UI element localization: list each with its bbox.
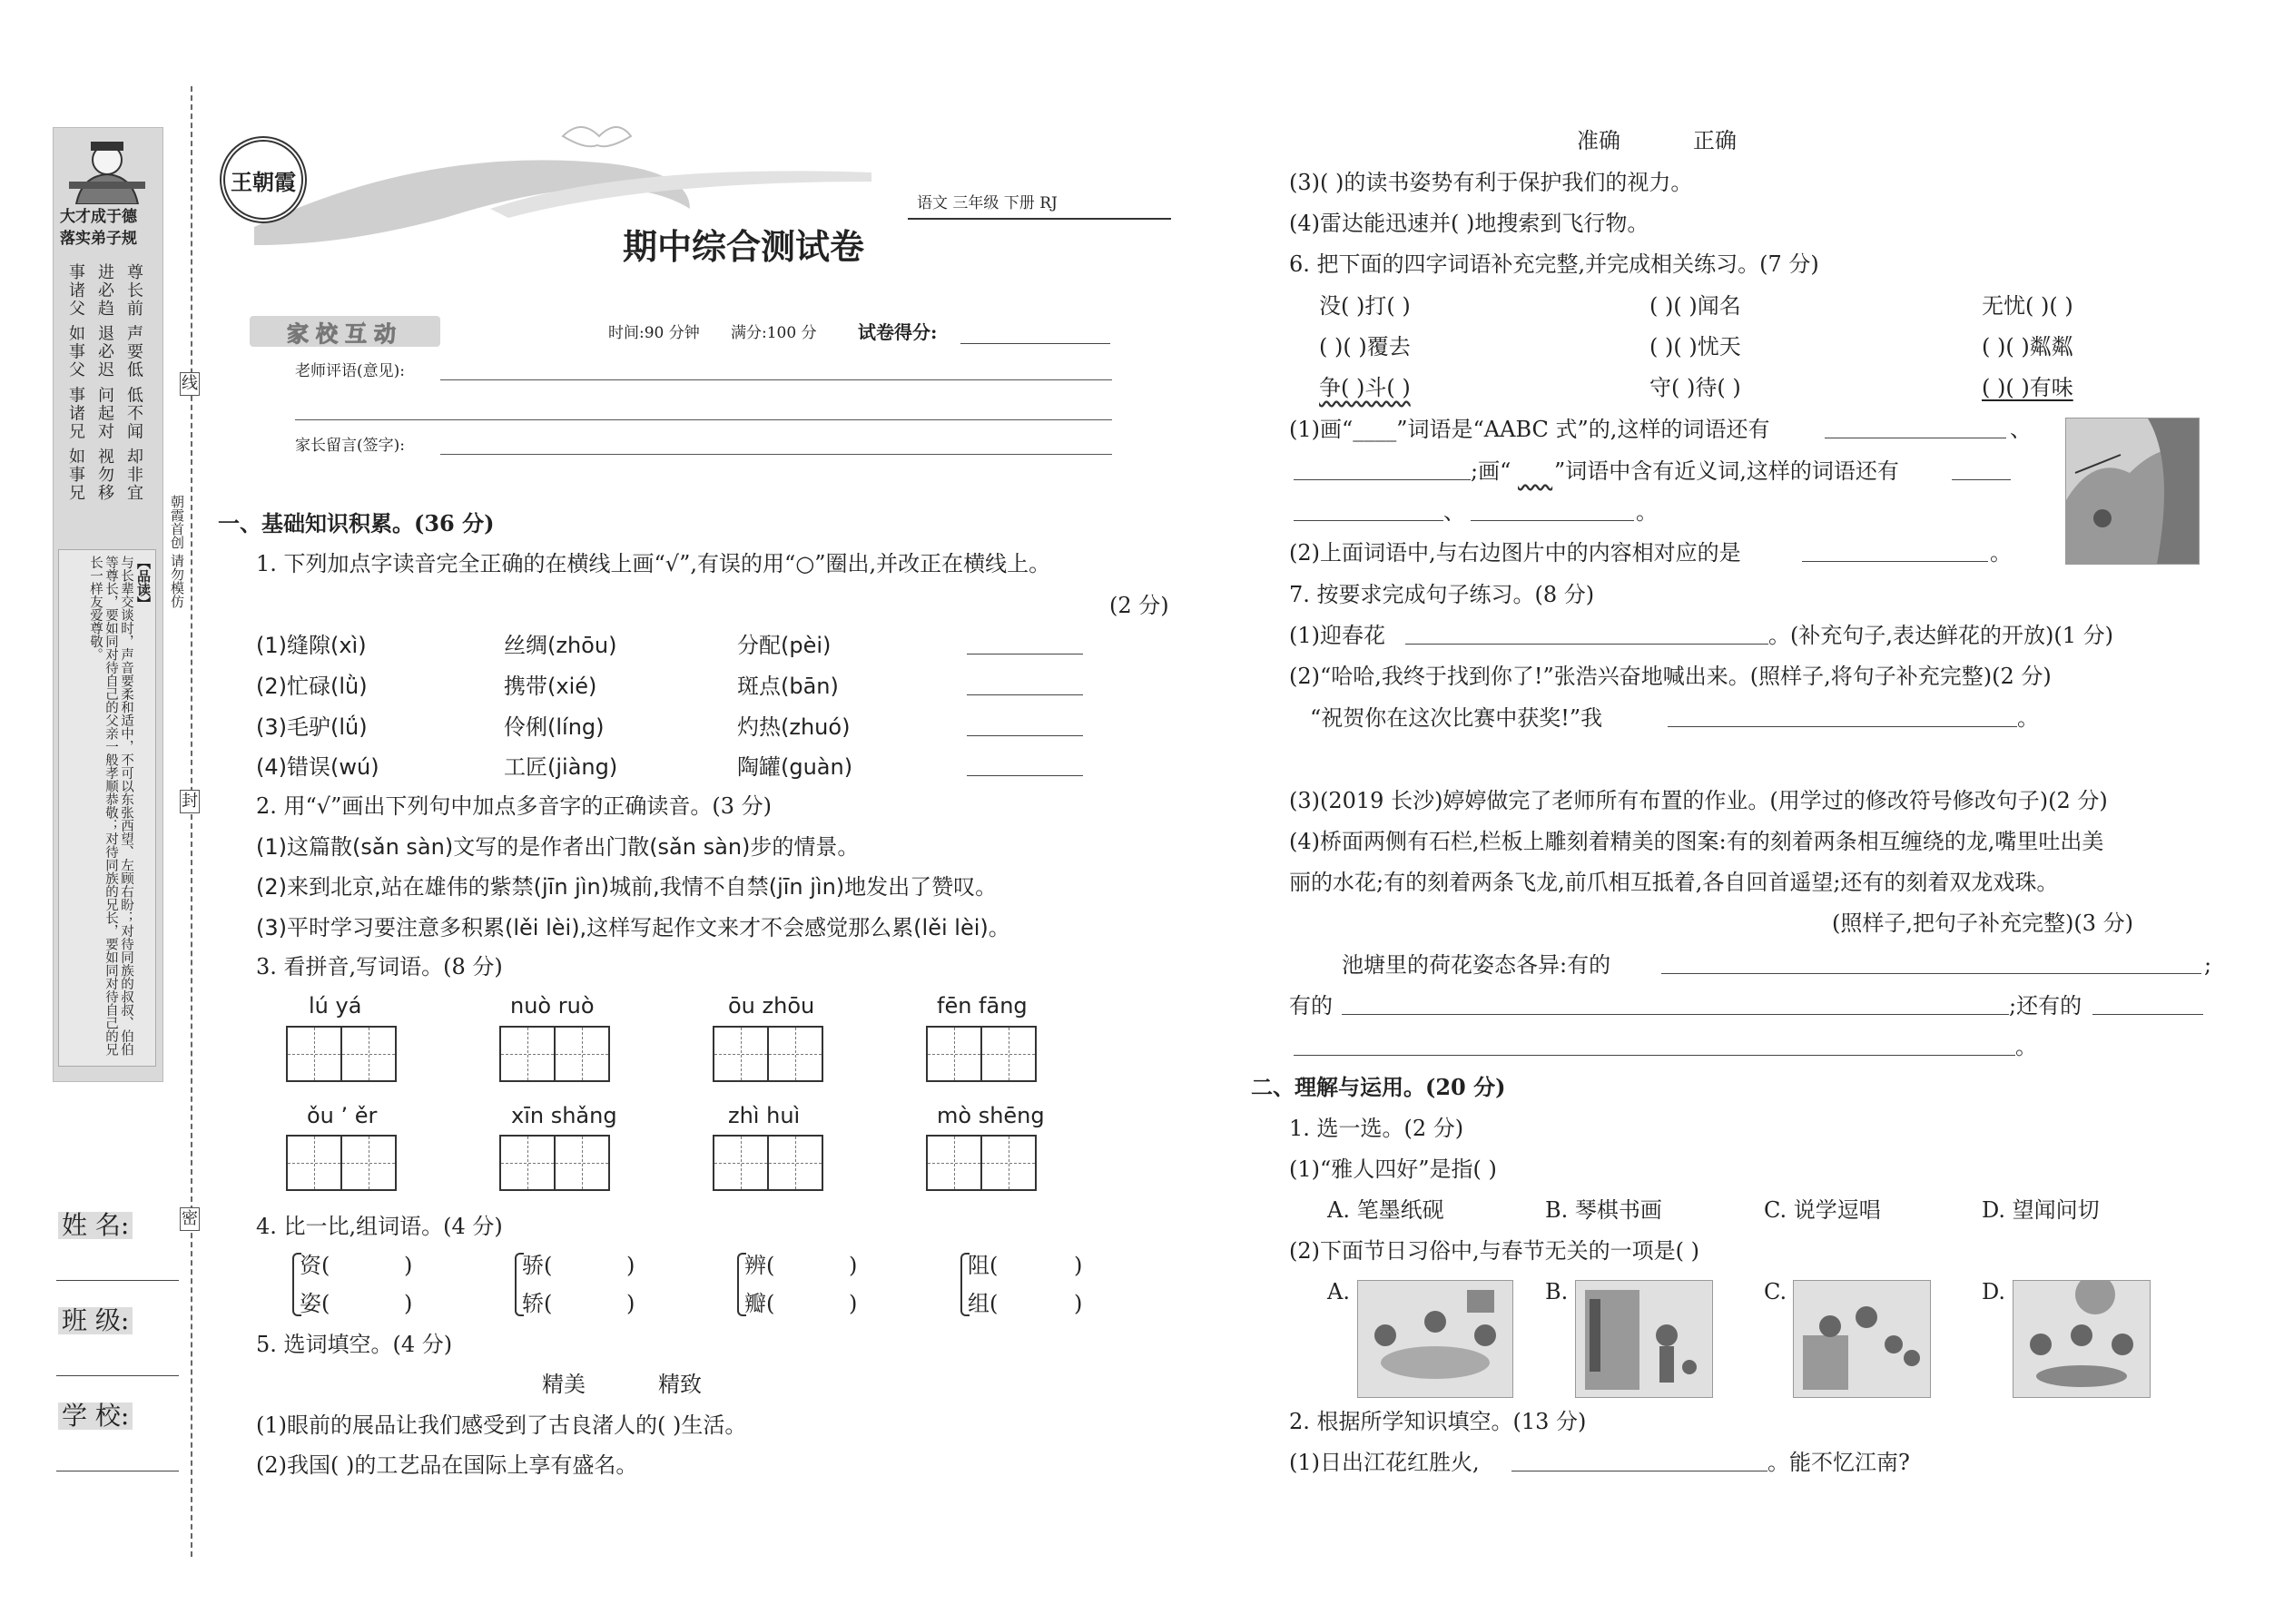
q3-writing-grid[interactable] [926,1026,1035,1082]
q4-char: 辨( [744,1253,775,1278]
mid-autumn-moon-picture [2013,1280,2151,1398]
s2-q1-1-option[interactable]: D. 望闻问切 [1982,1197,2100,1223]
q6-end: 。 [1636,499,1658,525]
q6-1a: (1)画“____”词语是“AABC 式”的,这样的词语还有 [1289,417,1770,442]
q6-answer-line[interactable] [1471,520,1634,521]
q6-idiom: ( )( )覆去 [1319,334,1411,359]
q6-2: (2)上面词语中,与右边图片中的内容相对应的是 [1289,540,1741,566]
s2-q1-1-option[interactable]: C. 说学逗唱 [1764,1197,1881,1223]
q7-answer-line[interactable] [2092,1014,2203,1015]
q2-row: (3)平时学习要注意多积累(lěi lèi),这样写起作文来才不会感觉那么累(lěi lèi)。 [256,915,1010,940]
jiaxiao-badge [250,316,440,347]
q3-stem: 3. 看拼音,写词语。(8 分) [256,954,503,979]
q6-idiom: ( )( )闻名 [1649,293,1741,319]
name-label: 姓 名: [58,1212,133,1239]
q7-end: 。 [2015,1034,2037,1059]
q6-end: 。 [1990,540,2012,566]
q1-item: (4)错误(wú) [256,754,379,780]
r-word: 准确 [1577,128,1620,153]
q4-char: 资( [300,1253,330,1278]
q6-stem: 6. 把下面的四字词语补充完整,并完成相关练习。(7 分) [1289,251,1819,277]
q1-answer-line[interactable] [967,654,1083,655]
cut-mark-3: 密 [180,1207,200,1231]
q6-answer-line[interactable] [1294,479,1471,480]
section-2-heading: 二、理解与运用。(20 分) [1251,1074,1506,1100]
teacher-comment-field[interactable] [440,379,1112,380]
mountain-fisherman-picture [2065,418,2200,565]
s2-q1-2-option[interactable]: D. [1982,1279,2006,1304]
q3-pinyin: ǒu ’ ěr [307,1103,378,1128]
q7-2b: “祝贺你在这次比赛中获奖!”我 [1310,705,1603,731]
q1-item: (2)忙碌(lǜ) [256,674,368,699]
verse-col: 进必趋 退必迟 问起对 视勿移 [95,263,114,503]
verse-col: 尊长前 声要低 低不闻 却非宜 [124,263,143,503]
r-row: (3)( )的读书姿势有利于保护我们的视力。 [1289,170,1693,195]
q6-sep: 、 [2010,417,2032,442]
q3-writing-grid[interactable] [713,1135,822,1191]
section-1-heading: 一、基础知识积累。(36 分) [218,510,495,536]
family-dinner-picture [1357,1280,1513,1398]
s2-q1-2-option[interactable]: A. [1327,1279,1350,1304]
q6-answer-line[interactable] [1802,561,1988,562]
q1-score: (2 分) [1109,593,1169,618]
q6-1b: ;画“ [1471,458,1511,484]
q4-close: ) [626,1253,635,1278]
parent-comment-field[interactable] [440,454,1112,455]
q4-close: ) [404,1291,413,1316]
exam-full-score: 满分:100 分 [731,324,817,342]
q4-close: ) [849,1291,858,1316]
cut-note: 朝霞首创 请勿模仿 [169,495,185,608]
q6-1c: ”词语中含有近义词,这样的词语还有 [1554,458,1899,484]
q4-close: ) [626,1291,635,1316]
s2-q1-2-option[interactable]: B. [1545,1279,1569,1304]
q3-writing-grid[interactable] [713,1026,822,1082]
q7-answer-line[interactable] [1661,973,2201,974]
q4-stem: 4. 比一比,组词语。(4 分) [256,1214,503,1239]
q7-4c: (照样子,把句子补充完整)(3 分) [1832,910,2133,936]
q4-char: 组( [968,1291,999,1316]
pindu-label: 【品读】 [135,556,152,610]
tag-rule [908,218,1171,220]
r-word: 正确 [1693,128,1737,153]
q7-stem: 7. 按要求完成句子练习。(8 分) [1289,582,1595,607]
q3-pinyin: mò shēng [937,1103,1045,1128]
s2-q1-1-option[interactable]: B. 琴棋书画 [1545,1197,1662,1223]
q7-1a: (1)迎春花 [1289,623,1385,648]
q6-sep: 、 [1443,499,1465,525]
s2-q1-1: (1)“雅人四好”是指( ) [1289,1156,1497,1182]
logo-badge [220,136,307,223]
q1-item: 灼热(zhuó) [737,714,851,740]
q1-item: 工匠(jiàng) [504,754,618,780]
pindu-box [58,549,156,1067]
q4-char: 阻( [968,1253,999,1278]
q4-close: ) [1074,1253,1083,1278]
s2-q1-1-option[interactable]: A. 笔墨纸砚 [1327,1197,1444,1223]
q7-answer-line[interactable] [1294,1055,2015,1056]
q7-end: 。 [2017,705,2039,731]
parent-comment-label: 家长留言(签字): [295,437,405,455]
scholar-avatar [64,136,151,204]
q7-4a: (4)桥面两侧有石栏,栏板上雕刻着精美的图案:有的刻着两条相互缠绕的龙,嘴里吐出美 [1289,829,2104,854]
q6-idiom: ( )( )忧天 [1649,334,1741,359]
q3-pinyin: fēn fāng [937,993,1028,1019]
q7-sep: ; [2204,952,2212,978]
sidebar-motto-2: 落实弟子规 [60,230,137,248]
verse-col: 事诸父 如事父 事诸兄 如事兄 [66,263,85,503]
s2-q2-stem: 2. 根据所学知识填空。(13 分) [1289,1409,1587,1434]
pindu-text: 与长辈交谈时，声音要柔和适中，不可以东张西望、左顾右盼；对待同族的叔叔、伯伯等尊长，要如同对待自己的父亲一般孝顺恭敬；对待同族的兄长，要如同对待自己的兄长一样友爱尊敬。 [88,556,133,1056]
q1-answer-line[interactable] [967,735,1083,736]
q3-pinyin: xīn shǎng [511,1103,617,1128]
q6-idiom: 无忧( )( ) [1982,293,2073,319]
q4-char: 姿( [300,1291,330,1316]
q1-item: 斑点(bān) [737,674,839,699]
q1-item: 伶俐(líng) [504,714,605,740]
q1-item: (3)毛驴(lǘ) [256,714,368,740]
page-title: 期中综合测试卷 [623,226,865,267]
q7-answer-line[interactable] [1668,726,2017,727]
q4-close: ) [849,1253,858,1278]
q4-close: ) [1074,1291,1083,1316]
teacher-comment-field-2[interactable] [295,419,1112,420]
score-field[interactable] [960,343,1110,344]
q7-4b: 丽的水花;有的刻着两条飞龙,前爪相互抵着,各自回首遥望;还有的刻着双龙戏珠。 [1289,870,2059,895]
q5-stem: 5. 选词填空。(4 分) [256,1332,453,1357]
q1-item: 分配(pèi) [737,633,832,658]
cut-line [191,86,192,1557]
q6-answer-line[interactable] [1294,520,1443,521]
q7-answer-line[interactable] [1405,644,1768,645]
s2-q1-2-option[interactable]: C. [1764,1279,1787,1304]
q7-4e: 有的 [1289,993,1333,1019]
book-tag: 语文 三年级 下册 RJ [917,194,1058,212]
cut-mark-1: 线 [180,372,200,396]
q6-idiom: 没( )打( ) [1319,293,1411,319]
q7-4f: ;还有的 [2009,993,2082,1019]
q6-idiom-wavy: 争( )斗( ) [1319,375,1411,400]
s2-q1-2: (2)下面节日习俗中,与春节无关的一项是( ) [1289,1238,1699,1264]
q5-word: 精美 [542,1372,586,1397]
q1-answer-line[interactable] [967,775,1083,776]
teacher-comment-label: 老师评语(意见): [295,362,405,380]
q1-item: 陶罐(guàn) [737,754,853,780]
r-row: (4)雷达能迅速并( )地搜索到飞行物。 [1289,211,1649,236]
q7-4d: 池塘里的荷花姿态各异:有的 [1342,952,1611,978]
q5-row: (1)眼前的展品让我们感受到了古良渚人的( )生活。 [256,1412,747,1438]
q1-answer-line[interactable] [967,694,1083,695]
q5-word: 精致 [658,1372,702,1397]
q4-char: 轿( [522,1291,553,1316]
s2-q2-1a: (1)日出江花红胜火, [1289,1450,1480,1475]
logo-text: 王朝霞 [231,168,296,195]
q4-close: ) [404,1253,413,1278]
q6-answer-line[interactable] [1952,479,2011,480]
q6-idiom: ( )( )粼粼 [1982,334,2073,359]
q3-writing-grid[interactable] [499,1135,608,1191]
couplets-picture [1575,1280,1713,1398]
exam-time: 时间:90 分钟 [608,324,700,342]
q3-pinyin: nuò ruò [510,993,595,1019]
q3-pinyin: zhì huì [728,1103,801,1128]
q1-item: (1)缝隙(xì) [256,633,367,658]
class-label: 班 级: [58,1307,133,1334]
q2-row: (1)这篇散(sǎn sàn)文写的是作者出门散(sǎn sàn)步的情景。 [256,834,860,860]
q4-char: 瓣( [744,1291,775,1316]
score-label: 试卷得分: [858,321,938,343]
q1-item: 携带(xié) [504,674,597,699]
new-year-greeting-picture [1793,1280,1931,1398]
q6-wavy-sample [1518,458,1552,485]
q5-row: (2)我国( )的工艺品在国际上享有盛名。 [256,1452,638,1478]
q7-3: (3)(2019 长沙)婷婷做完了老师所有布置的作业。(用学过的修改符号修改句子)(2 分) [1289,788,2108,813]
q3-writing-grid[interactable] [499,1026,608,1082]
q6-idiom: 守( )待( ) [1649,375,1741,400]
q2-row: (2)来到北京,站在雄伟的紫禁(jīn jìn)城前,我情不自禁(jīn jìn)地发出了赞叹。 [256,874,998,900]
sidebar-motto-1: 大才成于德 [60,208,137,226]
class-field[interactable] [56,1375,179,1376]
q3-pinyin: ōu zhōu [728,993,815,1019]
sidebar-verses [65,263,143,536]
q7-answer-line[interactable] [1342,1014,2009,1015]
q3-pinyin: lú yá [309,993,362,1019]
q7-2: (2)“哈哈,我终于找到你了!”张浩兴奋地喊出来。(照样子,将句子补充完整)(2 分) [1289,664,2052,689]
name-field[interactable] [56,1280,179,1281]
q7-1b: 。(补充句子,表达鲜花的开放)(1 分) [1768,623,2113,648]
q3-writing-grid[interactable] [286,1135,395,1191]
q1-stem: 1. 下列加点字读音完全正确的在横线上画“√”,有误的用“○”圈出,并改正在横线上。 [256,551,1051,576]
q6-idiom-underlined: ( )( )有味 [1982,375,2073,400]
s2-q1-stem: 1. 选一选。(2 分) [1289,1116,1464,1141]
q1-item: 丝绸(zhōu) [504,633,617,658]
q2-stem: 2. 用“√”画出下列句中加点多音字的正确读音。(3 分) [256,793,772,819]
s2-q2-1b: 。能不忆江南? [1767,1450,1910,1475]
q3-writing-grid[interactable] [286,1026,395,1082]
q4-char: 骄( [522,1253,553,1278]
jiaxiao-text: 家校互动 [287,320,403,347]
q3-writing-grid[interactable] [926,1135,1035,1191]
cut-mark-2: 封 [180,790,200,813]
school-label: 学 校: [58,1403,133,1430]
